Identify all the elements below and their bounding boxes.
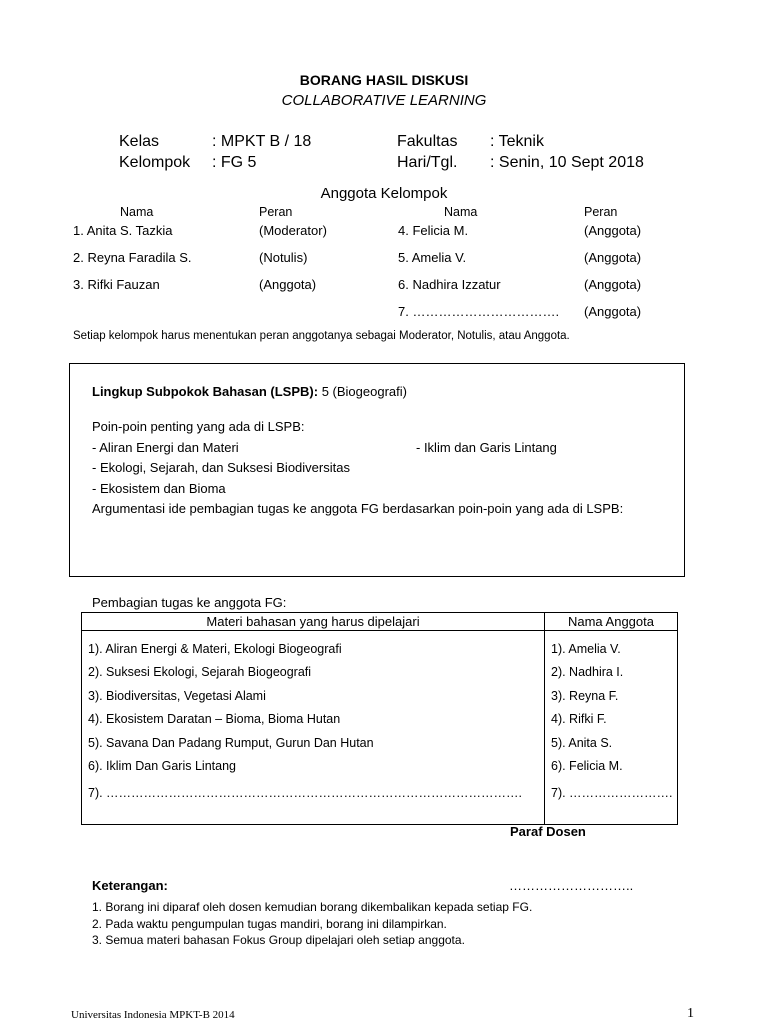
lspb-point: - Aliran Energi dan Materi <box>92 440 239 455</box>
task-materi: 5). Savana Dan Padang Rumput, Gurun Dan Hutan <box>82 731 545 755</box>
note-item: 2. Pada waktu pengumpulan tugas mandiri, borang ini dilampirkan. <box>92 917 447 931</box>
col-peran-left: Peran <box>259 205 293 219</box>
task-nama: 1). Amelia V. <box>545 631 678 661</box>
member-role: (Anggota) <box>584 223 642 238</box>
member-role: (Anggota) <box>584 304 642 319</box>
member-name: 7. ……………………………. <box>398 304 560 319</box>
col-nama-right: Nama <box>444 205 478 219</box>
lspb-point: - Iklim dan Garis Lintang <box>416 440 557 455</box>
note-item: 1. Borang ini diparaf oleh dosen kemudian borang dikembalikan kepada setiap FG. <box>92 900 533 914</box>
col-nama-header: Nama Anggota <box>545 613 678 631</box>
member-role: (Anggota) <box>584 277 642 292</box>
hari-label: Hari/Tgl. <box>397 154 458 171</box>
task-nama: 6). Felicia M. <box>545 755 678 779</box>
task-nama: 7). ……………………. <box>545 778 678 825</box>
kelas-value: : MPKT B / 18 <box>212 133 312 150</box>
hari-value: : Senin, 10 Sept 2018 <box>490 154 644 171</box>
table-row <box>82 755 678 779</box>
footer-text: Universitas Indonesia MPKT-B 2014 <box>71 1009 235 1021</box>
note-item: 3. Semua materi bahasan Fokus Group dipelajari oleh setiap anggota. <box>92 933 465 947</box>
members-note: Setiap kelompok harus menentukan peran anggotanya sebagai Moderator, Notulis, atau Anggota. <box>73 330 570 342</box>
tasks-table <box>81 612 678 825</box>
lspb-value: 5 (Biogeografi) <box>318 384 407 399</box>
lspb-argument: Argumentasi ide pembagian tugas ke anggota FG berdasarkan poin-poin yang ada di LSPB: <box>92 501 624 516</box>
kelompok-value: : FG 5 <box>212 154 257 171</box>
member-name: 1. Anita S. Tazkia <box>73 223 173 238</box>
table-row <box>82 684 678 708</box>
task-materi: 3). Biodiversitas, Vegetasi Alami <box>82 684 545 708</box>
lspb-point: - Ekologi, Sejarah, dan Suksesi Biodiversitas <box>92 460 350 475</box>
task-nama: 2). Nadhira I. <box>545 661 678 685</box>
task-materi: 7). ………………………………………………………………………………………. <box>82 778 545 825</box>
task-materi: 2). Suksesi Ekologi, Sejarah Biogeografi <box>82 661 545 685</box>
task-nama: 4). Rifki F. <box>545 708 678 732</box>
notes-heading: Keterangan: <box>92 878 168 893</box>
table-row <box>82 778 678 825</box>
paraf-dosen-label: Paraf Dosen <box>510 824 586 839</box>
col-peran-right: Peran <box>584 205 618 219</box>
col-materi-header: Materi bahasan yang harus dipelajari <box>82 613 545 631</box>
form-subtitle: COLLABORATIVE LEARNING <box>281 92 487 109</box>
member-role: (Anggota) <box>259 277 317 292</box>
col-nama-left: Nama <box>120 205 154 219</box>
task-nama: 3). Reyna F. <box>545 684 678 708</box>
member-role: (Moderator) <box>259 223 327 238</box>
lspb-line <box>92 384 407 399</box>
member-name: 6. Nadhira Izzatur <box>398 277 501 292</box>
task-materi: 4). Ekosistem Daratan – Bioma, Bioma Hutan <box>82 708 545 732</box>
kelas-label: Kelas <box>119 133 160 150</box>
tasks-heading: Pembagian tugas ke anggota FG: <box>92 595 287 610</box>
table-row <box>82 708 678 732</box>
table-row <box>82 731 678 755</box>
task-nama: 5). Anita S. <box>545 731 678 755</box>
member-role: (Anggota) <box>584 250 642 265</box>
member-name: 5. Amelia V. <box>398 250 467 265</box>
task-materi: 1). Aliran Energi & Materi, Ekologi Biogeografi <box>82 631 545 661</box>
lspb-points-heading: Poin-poin penting yang ada di LSPB: <box>92 419 305 434</box>
kelompok-label: Kelompok <box>119 154 191 171</box>
signature-dots: ……………………….. <box>509 878 634 893</box>
task-materi: 6). Iklim Dan Garis Lintang <box>82 755 545 779</box>
member-name: 2. Reyna Faradila S. <box>73 250 192 265</box>
lspb-point: - Ekosistem dan Bioma <box>92 481 226 496</box>
member-name: 4. Felicia M. <box>398 223 469 238</box>
member-name: 3. Rifki Fauzan <box>73 277 160 292</box>
fakultas-label: Fakultas <box>397 133 458 150</box>
member-role: (Notulis) <box>259 250 308 265</box>
table-row <box>82 661 678 685</box>
table-row <box>82 631 678 661</box>
form-title: BORANG HASIL DISKUSI <box>299 72 469 88</box>
members-heading: Anggota Kelompok <box>320 185 448 202</box>
page-number: 1 <box>687 1006 694 1021</box>
lspb-label: Lingkup Subpokok Bahasan (LSPB): <box>92 384 319 399</box>
fakultas-value: : Teknik <box>490 133 544 150</box>
